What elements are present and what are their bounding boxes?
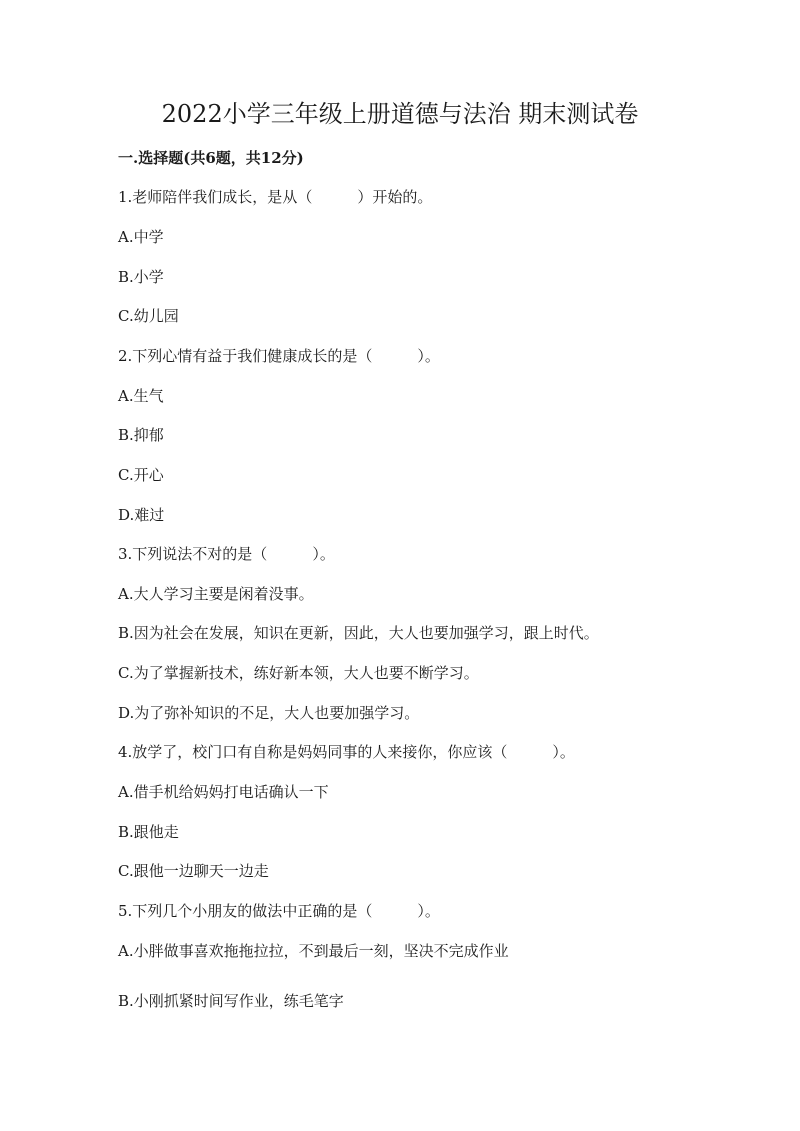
question-3-option-c: C.为了掌握新技术，练好新本领，大人也要不断学习。 [118, 664, 479, 682]
question-3-option-d: D.为了弥补知识的不足，大人也要加强学习。 [118, 704, 420, 722]
question-2-option-c: C.开心 [118, 466, 164, 484]
question-2-option-d: D.难过 [118, 506, 165, 524]
question-1-option-b: B.小学 [118, 268, 164, 286]
page-title: 2022小学三年级上册道德与法治 期末测试卷 [161, 100, 639, 128]
question-1-option-c: C.幼儿园 [118, 307, 179, 325]
question-4-stem: 4.放学了，校门口有自称是妈妈同事的人来接你，你应该（ ）。 [118, 743, 575, 761]
question-5-option-a: A.小胖做事喜欢拖拖拉拉，不到最后一刻，坚决不完成作业 [118, 942, 509, 960]
question-3-option-a: A.大人学习主要是闲着没事。 [118, 585, 314, 603]
question-2-option-b: B.抑郁 [118, 426, 164, 444]
question-2-stem: 2.下列心情有益于我们健康成长的是（ ）。 [118, 347, 440, 365]
question-4-option-b: B.跟他走 [118, 823, 179, 841]
question-4-option-c: C.跟他一边聊天一边走 [118, 862, 269, 880]
question-3-stem: 3.下列说法不对的是（ ）。 [118, 545, 335, 563]
section-heading: 一.选择题(共6题，共12分) [118, 149, 304, 167]
question-3-option-b: B.因为社会在发展，知识在更新，因此，大人也要加强学习，跟上时代。 [118, 624, 599, 642]
question-2-option-a: A.生气 [118, 387, 164, 405]
question-1-stem: 1.老师陪伴我们成长，是从（ ）开始的。 [118, 188, 433, 206]
question-1-option-a: A.中学 [118, 228, 164, 246]
question-5-option-b: B.小刚抓紧时间写作业，练毛笔字 [118, 992, 344, 1010]
question-5-stem: 5.下列几个小朋友的做法中正确的是（ ）。 [118, 902, 440, 920]
question-4-option-a: A.借手机给妈妈打电话确认一下 [118, 783, 329, 801]
